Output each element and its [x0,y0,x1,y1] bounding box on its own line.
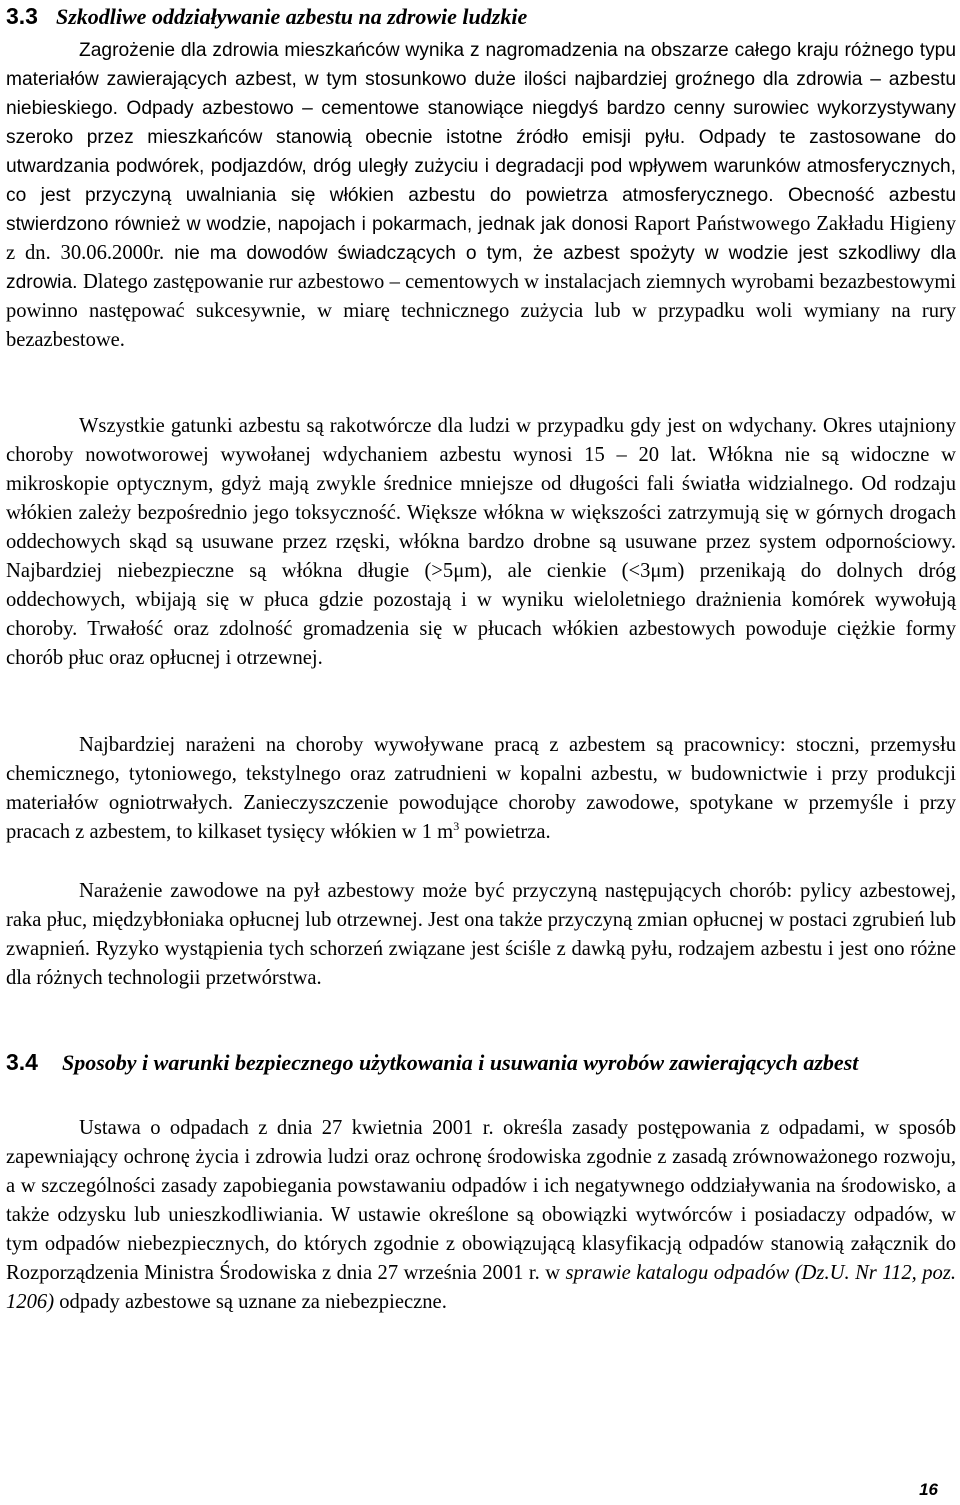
paragraph-carcinogenic: Wszystkie gatunki azbestu są rakotwórcze dla ludzi w przypadku gdy jest on wdychany. Okres utajniony choroby nowotworowej wywołanej wdychaniem azbestu wynosi 15 – 20 lat. Włókna nie są widoczne w mikroskopie optycznym, gdyż mają zwykle średnice mniejsze od długości fali światła widzialnego. Od rodzaju włókien zależy bezpośrednio jego toksyczność. Większe włókna w większości zatrzymują się w górnych drogach oddechowych skąd są usuwane przez rzęski, włókna bardzo drobne są usuwane przez system odpornościowy. Najbardziej niebezpieczne są włókna długie (>5μm), ale cienkie (<3μm) przenikają do dolnych dróg oddechowych, wbijają się w płuca gdzie pozostają i w wyniku wieloletniego drażnienia komórek wywołują choroby. Trwałość oraz zdolność gromadzenia się w płucach włókien azbestowych powoduje ciężkie formy chorób płuc oraz opłucnej i otrzewnej. [6,415,956,669]
paragraph-text: Najbardziej narażeni na choroby wywoływane pracą z azbestem są pracownicy: stoczni, przemysłu chemicznego, tytoniowego, tekstylnego oraz zatrudnieni w kopalni azbestu, w budownictwie i przy produkcji materiałów ogniotrwałych. Zanieczyszczenie powodujące choroby zawodowe, spotykane w przemyśle i przy pracach z azbestem, to kilkaset tysięcy włókien w 1 m [6,734,956,843]
legal-reference: sprawie katalogu odpadów (Dz.U. Nr 112, poz. 1206) [6,1262,956,1313]
paragraph-text: odpady azbestowe są uznane za niebezpieczne. [54,1291,447,1313]
paragraph-occupational-diseases: Narażenie zawodowe na pył azbestowy może być przyczyną następujących chorób: pylicy azbestowej, raka płuc, międzybłoniaka opłucnej lub otrzewnej. Jest ona także przyczyną zmian opłucnej w postaci zgrubień lub zwapnień. Ryzyko wystąpienia tych schorzeń związane jest ściśle z dawką pyłu, rodzajem azbestu i jest ono różne dla różnych technologii przetwórstwa. [6,880,956,989]
section-heading-3-3 [6,2,527,31]
superscript: 3 [453,819,460,834]
paragraph-text: Ustawa o odpadach z dnia 27 kwietnia 2001 r. określa zasady postępowania z odpadami, w sposób zapewniający ochronę życia i zdrowia ludzi oraz ochronę środowiska zgodnie z zasadą zrównoważonego rozwoju, a w szczególności zasady zapobiegania powstawaniu odpadów i ich negatywnego oddziaływania na środowisko, a także odzysku lub unieszkodliwiania. W ustawie określone są obowiązki wytwórców i posiadaczy odpadów, w tym odpadów niebezpiecznych, do których zgodnie z obowiązującą klasyfikacją odpadów stanowią załącznik do Rozporządzenia Ministra Środowiska z dnia 27 września 2001 r. w [6,1117,956,1284]
paragraph-text: nie ma dowodów świadczących o tym, że azbest spożyty w wodzie jest szkodliwy dla zdrowia. [6,243,956,293]
section-title: Sposoby i warunki bezpiecznego użytkowania i usuwania wyrobów zawierających azbest [62,1050,859,1075]
page-number: 16 [919,1480,938,1499]
paragraph-text: Zagrożenie dla zdrowia mieszkańców wynika z nagromadzenia na obszarze całego kraju różnego typu materiałów zawierających azbest, w tym stosunkowo duże ilości najbardziej groźnego dla zdrowia – azbestu niebieskiego. Odpady azbestowo – cementowe stanowiące niegdyś bardzo cenny surowiec wykorzystywany szeroko przez mieszkańców stanowią obecnie istotne źródło emisji pyłu. Odpady te zastosowane do utwardzania podwórek, podjazdów, dróg uległy zużyciu i degradacji pod wpływem warunków atmosferycznych, co jest przyczyną uwalniania się włókien azbestu do powietrza atmosferycznego. Obecność azbestu stwierdzono również w wodzie, napojach i pokarmach, jednak jak donosi [6,40,956,235]
section-number: 3.4 [6,1049,38,1075]
paragraph-exposed-workers [6,731,956,847]
section-heading-3-4 [6,1048,858,1077]
section-title: Szkodliwe oddziaływanie azbestu na zdrowie ludzkie [55,4,528,29]
paragraph-text-report: Raport Państwowego Zakładu Higieny z dn. 30.06.2000r. [6,213,956,264]
paragraph-text: powietrza. [459,821,551,843]
paragraph-hazard [6,36,956,355]
paragraph-waste-act [6,1114,956,1317]
section-number: 3.3 [6,3,38,29]
paragraph-text-replacement: Dlatego zastępowanie rur azbestowo – cementowych w instalacjach ziemnych wyrobami bezazbestowymi powinno następować sukcesywnie, w miarę technicznego zużycia lub w przypadku woli wymiany na rury bezazbestowe. [6,271,956,351]
